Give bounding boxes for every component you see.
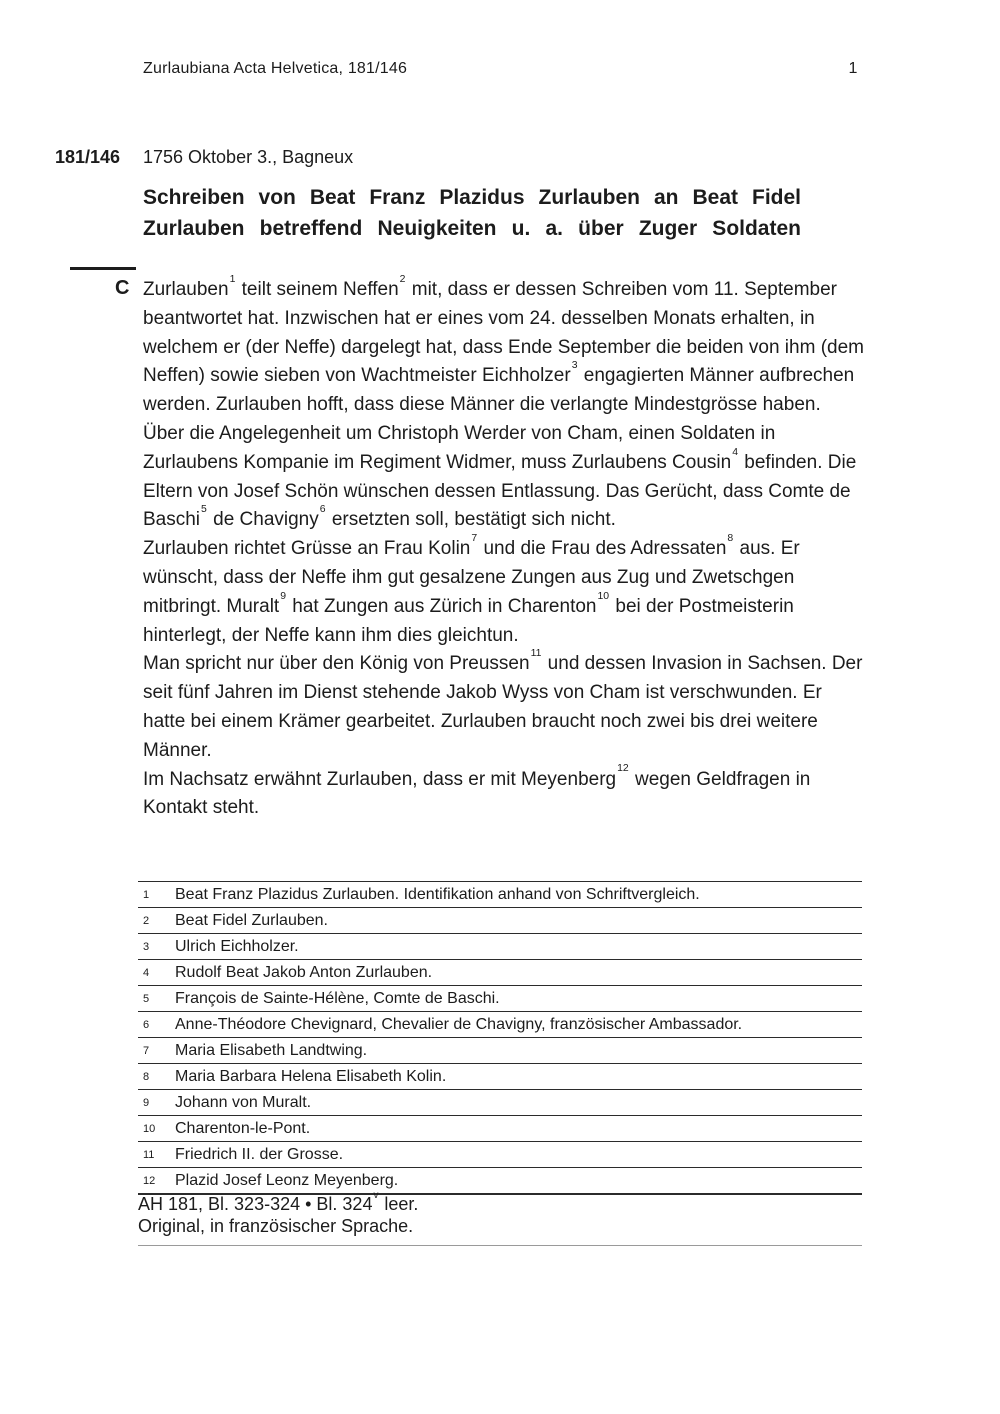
footnote-number: 6 bbox=[143, 1019, 150, 1031]
regest-paragraph: Zurlauben$^1$ teilt seinem Neffen$^2$ mit, dass er dessen Schreiben vom 11. September beantwortet hat. Inzwischen hat er eines vom 24. desselben Monats erhalten, in welchem er (der Neffe) dargelegt hat, dass Ende September die beiden von ihm (dem Neffen) sowie sieben von Wachtmeister Eichholzer$^3$ engagierten Männer aufbrechen werden. Zurlauben hofft, dass diese Männer die verlangte Mindestgrösse haben. Über die Angelegenheit um Christoph Werder von Cham, einen Soldaten in Zurlaubens Kompanie im Regiment Widmer, muss Zurlaubens Cousin$^4$ befinden. Die Eltern von Josef Schön wünschen dessen Entlassung. Das Gerücht, dass Comte de Baschi$^5$ de Chavigny$^6$ ersetzten soll, bestätigt sich nicht. bbox=[143, 273, 864, 531]
footnote-number: 1 bbox=[143, 889, 150, 901]
footnote-text: Rudolf Beat Jakob Anton Zurlauben. bbox=[175, 964, 433, 981]
footnote-number: 4 bbox=[143, 967, 150, 979]
source-note-line1: AH 181, Bl. 323-324 • Bl. 324$^v$ leer. bbox=[138, 1189, 419, 1214]
footnote-text: Friedrich II. der Grosse. bbox=[175, 1146, 344, 1163]
footnote-number: 9 bbox=[143, 1097, 150, 1109]
footnote-row bbox=[138, 985, 862, 1011]
footnote-row bbox=[138, 881, 862, 907]
footnote-number: 12 bbox=[143, 1175, 156, 1187]
footnote-text: Johann von Muralt. bbox=[175, 1094, 312, 1111]
journal-reference: Zurlaubiana Acta Helvetica, 181/146 bbox=[143, 60, 408, 77]
document-title: Schreiben von Beat Franz Plazidus Zurlauben an Beat Fidel Zurlauben betreffend Neuigkeiten u. a. über Zuger Soldaten bbox=[143, 186, 801, 240]
footnote-row bbox=[138, 1063, 862, 1089]
footnote-row bbox=[138, 1141, 862, 1167]
regest-paragraph: Man spricht nur über den König von Preussen$^{11}$ und dessen Invasion in Sachsen. Der seit fünf Jahren im Dienst stehende Jakob Wyss von Cham ist verschwunden. Er hatte bei einem Krämer gearbeitet. Zurlauben braucht noch zwei bis drei weitere Männer. bbox=[143, 648, 863, 761]
footnote-row bbox=[138, 1011, 862, 1037]
page-number: 1 bbox=[848, 60, 858, 77]
footnote-row bbox=[138, 1115, 862, 1141]
footnote-ref: 5 bbox=[201, 504, 207, 516]
regest-paragraph: Im Nachsatz erwähnt Zurlauben, dass er mit Meyenberg$^{12}$ wegen Geldfragen in Kontakt steht. bbox=[143, 763, 811, 819]
doc-id: 181/146 bbox=[55, 147, 121, 167]
footnote-ref: 11 bbox=[530, 648, 542, 660]
footnote-ref: 6 bbox=[319, 504, 326, 516]
footnote-ref: 10 bbox=[597, 590, 610, 602]
footnote-text: François de Sainte-Hélène, Comte de Baschi. bbox=[175, 990, 500, 1007]
footnote-text: Charenton-le-Pont. bbox=[175, 1120, 311, 1137]
footnote-ref: 12 bbox=[617, 763, 629, 775]
footnote-ref: 7 bbox=[471, 533, 478, 545]
source-note bbox=[138, 1189, 862, 1246]
footnote-row bbox=[138, 1037, 862, 1063]
footnote-text: Maria Elisabeth Landtwing. bbox=[175, 1042, 368, 1059]
source-note-line2: Original, in französischer Sprache. bbox=[138, 1216, 414, 1236]
footnote-number: 5 bbox=[143, 993, 150, 1005]
verso-superscript: v bbox=[373, 1189, 379, 1201]
footnote-row bbox=[138, 907, 862, 933]
footnote-ref: 3 bbox=[571, 360, 578, 372]
footnote-number: 2 bbox=[143, 915, 150, 927]
footnote-text: Beat Franz Plazidus Zurlauben. Identifikation anhand von Schriftvergleich. bbox=[175, 886, 700, 903]
footnote-number: 10 bbox=[143, 1123, 156, 1135]
footnote-ref: 1 bbox=[229, 273, 236, 285]
footnote-text: Maria Barbara Helena Elisabeth Kolin. bbox=[175, 1068, 447, 1085]
dateline: 1756 Oktober 3., Bagneux bbox=[143, 147, 354, 167]
footnote-number: 11 bbox=[143, 1149, 155, 1161]
footnote-ref: 9 bbox=[280, 590, 287, 602]
footnote-number: 8 bbox=[143, 1071, 150, 1083]
footnote-text: Beat Fidel Zurlauben. bbox=[175, 912, 328, 929]
regest-body bbox=[143, 273, 865, 823]
footnotes-section bbox=[138, 881, 862, 1195]
footnote-row bbox=[138, 933, 862, 959]
regest-marker: C bbox=[115, 277, 130, 299]
footnote-number: 3 bbox=[143, 941, 150, 953]
footnote-row bbox=[138, 959, 862, 985]
regest-rule bbox=[70, 267, 136, 270]
footnote-ref: 4 bbox=[732, 446, 739, 458]
footnote-ref: 2 bbox=[399, 273, 406, 285]
footnote-number: 7 bbox=[143, 1045, 150, 1057]
footnote-text: Anne-Théodore Chevignard, Chevalier de Chavigny, französischer Ambassador. bbox=[175, 1016, 743, 1033]
footnote-text: Ulrich Eichholzer. bbox=[175, 938, 299, 955]
footnote-row bbox=[138, 1089, 862, 1115]
footnote-text: Plazid Josef Leonz Meyenberg. bbox=[175, 1172, 399, 1189]
footnote-ref: 8 bbox=[727, 533, 734, 545]
regest-paragraph: Zurlauben richtet Grüsse an Frau Kolin$^7$ und die Frau des Adressaten$^8$ aus. Er wünscht, dass der Neffe ihm gut gesalzene Zungen aus Zug und Zwetschgen mitbringt. Muralt$^9$ hat Zungen aus Zürich in Charenton$^{10}$ bei der Postmeisterin hinterlegt, der Neffe kann ihm dies gleichtun. bbox=[143, 533, 800, 646]
